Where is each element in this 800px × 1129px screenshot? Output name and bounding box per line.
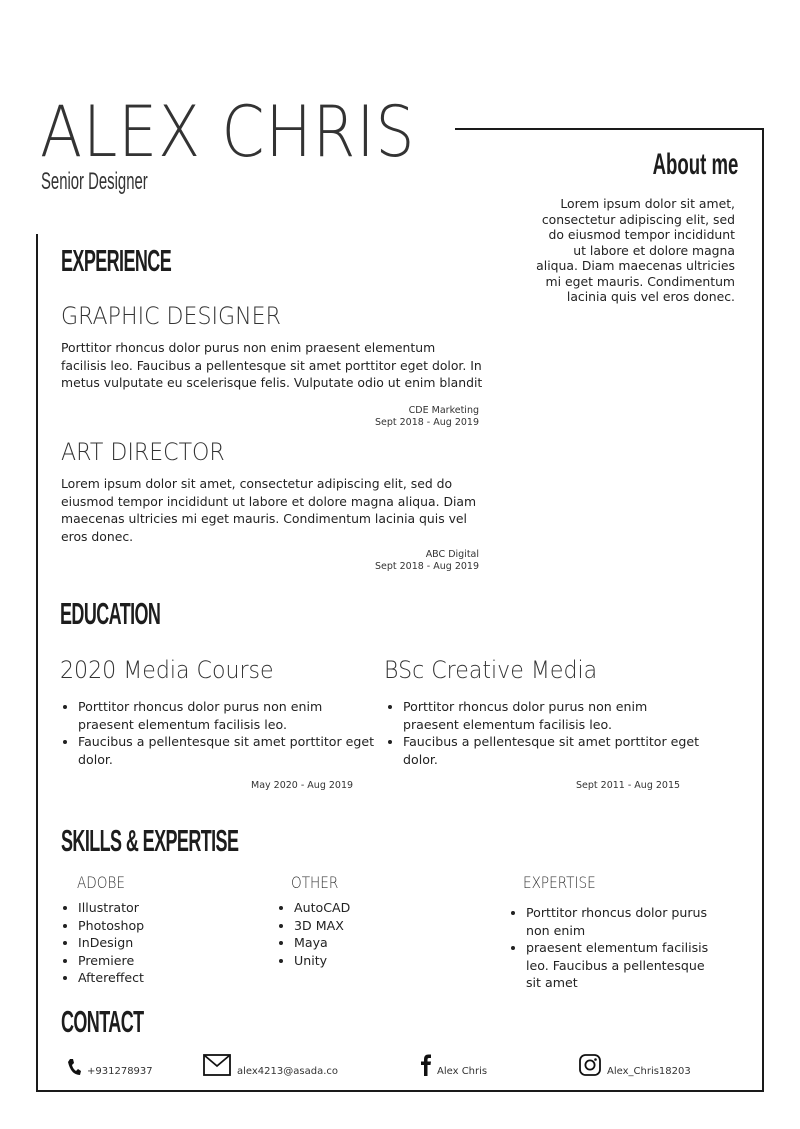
education-title: 2020 Media Course [60,656,274,684]
frame-right-line [762,128,764,1092]
list-item: • Faucibus a pellentesque sit amet porttitor eget dolor. [78,733,378,768]
skills-heading: SKILLS & EXPERTISE [61,823,239,858]
list-item: • InDesign [78,934,258,952]
contact-email[interactable] [203,1054,338,1080]
job-title: ART DIRECTOR [61,438,225,466]
instagram-handle: Alex_Chris18203 [607,1066,691,1077]
list-item: • Porttitor rhoncus dolor purus non enim praesent elementum facilisis leo. [403,698,703,733]
contact-phone[interactable] [67,1054,153,1080]
list-item: • Unity [294,952,474,970]
list-item: • Porttitor rhoncus dolor purus non enim praesent elementum facilisis leo. [78,698,378,733]
instagram-icon [579,1054,601,1080]
list-item: • 3D MAX [294,917,474,935]
education-title: BSc Creative Media [384,656,598,684]
job-description: Porttitor rhoncus dolor purus non enim praesent elementum facilisis leo. Faucibus a pellentesque sit amet porttitor eget dolor. In metus vulputate eu scelerisque felis. Vulputate odio ut enim blandit [61,340,483,390]
facebook-icon [421,1054,431,1080]
education-heading: EDUCATION [60,596,161,631]
education-dates: Sept 2011 - Aug 2015 [576,780,681,791]
about-text: Lorem ipsum dolor sit amet, consectetur adipiscing elit, sed do eiusmod tempor incididunt ut labore et dolore magna aliqua. Diam maecenas ultricies mi eget mauris. Condimentum lacinia quis vel eros donec. [536,196,735,304]
education-bullets [386,698,703,768]
list-item: • Premiere [78,952,258,970]
facebook-name: Alex Chris [437,1066,488,1077]
candidate-title: Senior Designer [41,168,148,195]
contact-instagram[interactable] [579,1054,691,1080]
list-item: • praesent elementum facilisis leo. Faucibus a pellentesque sit amet [526,939,711,992]
phone-number: +931278937 [87,1066,153,1077]
list-item: • Aftereffect [78,969,258,987]
frame-bottom-line [36,1090,764,1092]
frame-top-line [455,128,764,130]
job-description: Lorem ipsum dolor sit amet, consectetur adipiscing elit, sed do eiusmod tempor incididunt ut labore et dolore magna aliqua. Diam maecenas ultricies mi eget mauris. Condimentum lacinia quis vel eros donec. [61,476,477,544]
list-item: • Porttitor rhoncus dolor purus non enim [526,904,711,939]
list-item: • Maya [294,934,474,952]
about-heading: About me [652,148,738,181]
experience-heading: EXPERIENCE [61,243,172,278]
email-address: alex4213@asada.co [237,1066,338,1077]
education-bullets [61,698,378,768]
list-item: • Photoshop [78,917,258,935]
mail-icon [203,1054,231,1080]
list-item: • Illustrator [78,899,258,917]
education-dates: May 2020 - Aug 2019 [251,780,354,791]
skills-column-heading: EXPERTISE [523,873,596,892]
job-company: ABC Digital [425,549,479,560]
frame-left-line [36,234,38,1092]
phone-icon [67,1058,81,1080]
skills-column-heading: OTHER [291,873,339,892]
skills-column-heading: ADOBE [77,873,125,892]
contact-facebook[interactable] [421,1054,487,1080]
job-dates: Sept 2018 - Aug 2019 [374,561,479,572]
list-item: • AutoCAD [294,899,474,917]
candidate-name: ALEX CHRIS [40,91,416,173]
job-title: GRAPHIC DESIGNER [61,302,281,330]
job-dates: Sept 2018 - Aug 2019 [374,417,479,428]
job-meta [330,405,479,429]
job-meta [330,549,479,573]
job-company: CDE Marketing [408,405,479,416]
skills-list [61,899,258,987]
skills-list [509,904,711,992]
contact-heading: CONTACT [61,1004,144,1039]
list-item: • Faucibus a pellentesque sit amet porttitor eget dolor. [403,733,703,768]
skills-list [277,899,474,969]
